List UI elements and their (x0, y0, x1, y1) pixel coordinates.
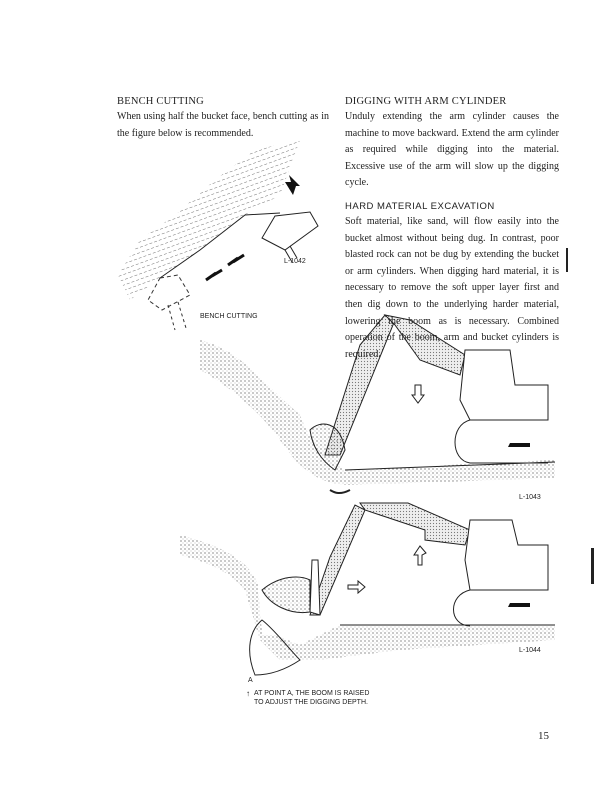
figure-id-l1044: L-1044 (519, 647, 541, 654)
hard-material-figure-raising (180, 503, 555, 675)
figure-note-line2: TO ADJUST THE DIGGING DEPTH. (254, 699, 368, 706)
bench-cutting-body: When using half the bucket face, bench cutting as in the figure below is recommended. (117, 111, 329, 139)
arm-cylinder-body: Unduly extending the arm cylinder causes the machine to move backward. Extend the arm cylinder as required while digging into the material. Excessive use of the arm will slow up the digging cycle. (345, 111, 559, 189)
bench-cutting-heading: BENCH CUTTING (117, 96, 204, 107)
arrow-up-icon (285, 175, 300, 195)
margin-mark (591, 548, 594, 584)
hard-material-heading: HARD MATERIAL EXCAVATION (345, 200, 495, 212)
page-number: 15 (538, 730, 549, 742)
right-column (345, 95, 559, 363)
figure-note-text (254, 689, 369, 707)
figure-id-l1042: L-1042 (284, 258, 306, 265)
bench-cutting-figure (118, 140, 318, 330)
hard-material-body: Soft material, like sand, will flow easily into the bucket almost without being dug. In contrast, poor blasted rock can not be dug by extending the bucket or arm cylinders. When digging hard material, it is necessary to remove the soft upper layer first and then dig down to the underlying harder material, lowering the boom as is necessary. Combined operation of the boom, arm and bucket cylinders is required. (345, 215, 559, 360)
arm-cylinder-heading: DIGGING WITH ARM CYLINDER (345, 96, 507, 107)
figure-id-l1043: L-1043 (519, 494, 541, 501)
figure-caption-bench-cutting: BENCH CUTTING (200, 313, 258, 320)
up-arrow-icon: ↑ (246, 689, 250, 698)
margin-mark (566, 248, 568, 272)
figure-note-line1: AT POINT A, THE BOOM IS RAISED (254, 690, 370, 697)
point-a-label: A (248, 677, 253, 684)
left-column (117, 95, 329, 142)
figure-note (246, 689, 369, 707)
